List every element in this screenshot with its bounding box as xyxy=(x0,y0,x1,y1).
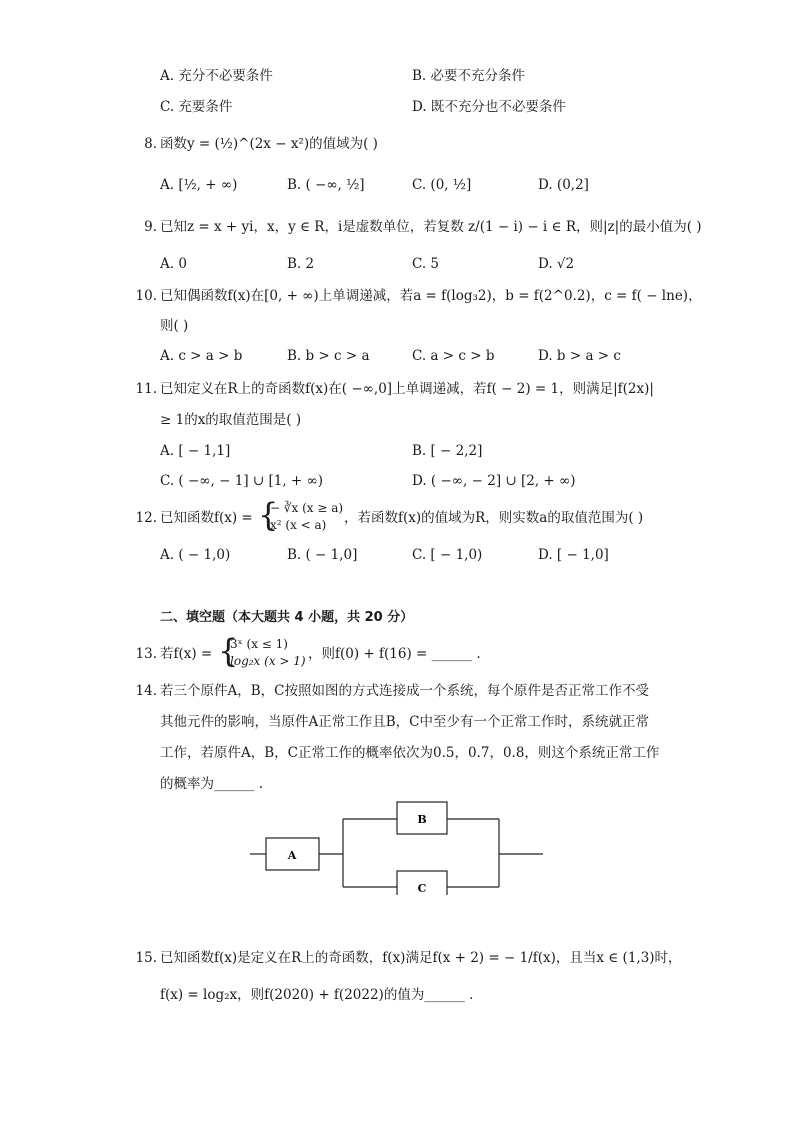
q10-option-d: D. b > a > c xyxy=(538,348,621,364)
label-a: A xyxy=(287,849,297,862)
q10-option-a: A. c > a > b xyxy=(160,348,243,364)
q12-option-a: A. ( − 1,0) xyxy=(160,547,231,563)
label-b: B xyxy=(417,813,427,826)
case-2: log₂x (x > 1) xyxy=(230,654,306,668)
question-text: 则( ) xyxy=(160,318,189,334)
brace-icon: { xyxy=(218,632,239,670)
question-text: 的概率为______ . xyxy=(160,776,264,792)
q9-option-a: A. 0 xyxy=(160,256,187,272)
question-text-suffix: ，若函数f(x)的值域为R，则实数a的取值范围为( ) xyxy=(344,510,644,526)
q8-option-b: B. ( −∞, ½] xyxy=(287,177,365,193)
q7-option-d: D. 既不充分也不必要条件 xyxy=(412,99,566,115)
q10-option-b: B. b > c > a xyxy=(287,348,370,364)
case-2: x² (x < a) xyxy=(270,518,327,532)
case-1: 3ˣ (x ≤ 1) xyxy=(230,637,288,651)
question-number: 13. xyxy=(135,646,157,662)
question-text: 已知函数f(x)是定义在R上的奇函数，f(x)满足f(x + 2) = − 1/f(x)，且当x ∈ (1,3)时， xyxy=(160,950,682,966)
question-number: 10. xyxy=(135,288,157,304)
q9-option-b: B. 2 xyxy=(287,256,315,272)
q10-option-c: C. a > c > b xyxy=(412,348,495,364)
question-number: 9. xyxy=(144,219,157,235)
question-text-prefix: 已知函数f(x) = xyxy=(160,510,253,526)
q8-option-a: A. [½, + ∞) xyxy=(160,177,238,193)
piecewise-function xyxy=(258,496,348,536)
q7-option-c: C. 充要条件 xyxy=(160,99,233,115)
piecewise-function xyxy=(218,632,318,672)
case-1: − ∛x (x ≥ a) xyxy=(270,501,344,515)
section-heading: 二、填空题（本大题共 4 小题，共 20 分） xyxy=(160,610,414,625)
q12-option-b: B. ( − 1,0] xyxy=(287,547,358,563)
q12-option-d: D. [ − 1,0] xyxy=(538,547,609,563)
question-number: 15. xyxy=(135,950,157,966)
circuit-diagram xyxy=(250,795,550,895)
question-number: 12. xyxy=(135,510,157,526)
question-text: 若三个原件A，B，C按照如图的方式连接成一个系统，每个原件是否正常工作不受 xyxy=(160,683,649,699)
question-text: 函数y = (½)^(2x − x²)的值域为( ) xyxy=(160,136,378,152)
q8-option-c: C. (0, ½] xyxy=(412,177,472,193)
question-number: 11. xyxy=(135,381,157,397)
question-text: 工作，若原件A，B，C正常工作的概率依次为0.5，0.7，0.8，则这个系统正常工作 xyxy=(160,745,660,761)
question-text: 已知定义在R上的奇函数f(x)在( −∞,0]上单调递减，若f( − 2) = 1，则满足|f(2x)| xyxy=(160,381,654,397)
q9-option-d: D. √2 xyxy=(538,256,575,272)
q11-option-d: D. ( −∞, − 2] ∪ [2, + ∞) xyxy=(412,473,576,489)
q11-option-b: B. [ − 2,2] xyxy=(412,443,483,459)
question-text: f(x) = log₂x，则f(2020) + f(2022)的值为______ . xyxy=(160,987,474,1003)
q12-option-c: C. [ − 1,0) xyxy=(412,547,483,563)
question-text-prefix: 若f(x) = xyxy=(160,646,213,662)
label-c: C xyxy=(417,882,427,895)
question-number: 14. xyxy=(135,683,157,699)
q11-option-c: C. ( −∞, − 1] ∪ [1, + ∞) xyxy=(160,473,324,489)
question-text: ≥ 1的x的取值范围是( ) xyxy=(160,412,302,428)
q8-option-d: D. (0,2] xyxy=(538,177,589,193)
q11-option-a: A. [ − 1,1] xyxy=(160,443,231,459)
question-text-suffix: ，则f(0) + f(16) = ______ . xyxy=(308,646,481,662)
question-text: 已知z = x + yi，x，y ∈ R，i是虚数单位，若复数 z/(1 − i) − i ∈ R，则|z|的最小值为( ) xyxy=(160,219,702,235)
q9-option-c: C. 5 xyxy=(412,256,440,272)
brace-icon: { xyxy=(258,496,279,534)
q7-option-b: B. 必要不充分条件 xyxy=(412,68,526,84)
question-text: 其他元件的影响，当原件A正常工作且B，C中至少有一个正常工作时，系统就正常 xyxy=(160,714,649,730)
question-number: 8. xyxy=(144,136,157,152)
question-text: 已知偶函数f(x)在[0, + ∞)上单调递减，若a = f(log₃2)，b = f(2^0.2)，c = f( − lne)， xyxy=(160,288,702,304)
q7-option-a: A. 充分不必要条件 xyxy=(160,68,273,84)
